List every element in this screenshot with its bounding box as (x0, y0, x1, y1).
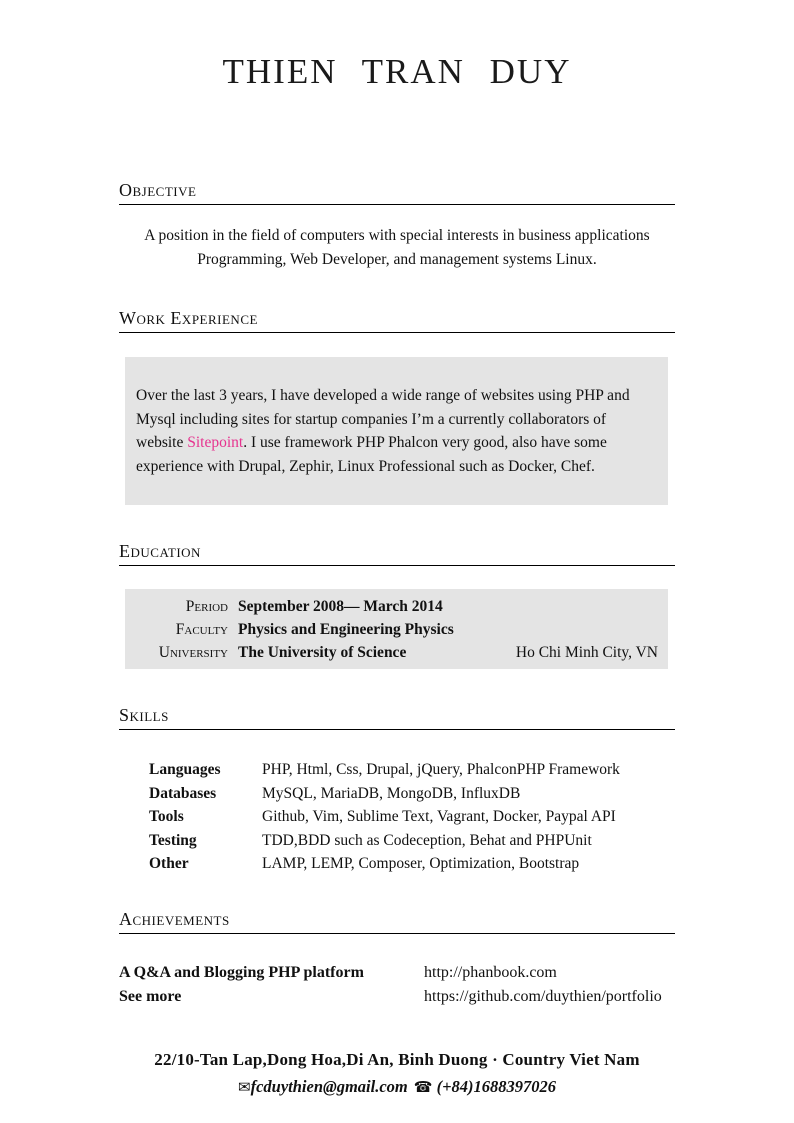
skills-table (149, 758, 675, 876)
skill-value: TDD,BDD such as Codeception, Behat and PHPUnit (262, 831, 592, 849)
skill-label: Tools (149, 808, 184, 825)
footer-phone: (+84)1688397026 (432, 1076, 556, 1096)
achievement-row-phanbook (119, 961, 675, 985)
footer-contact (119, 1077, 675, 1097)
education-row-faculty (136, 618, 658, 641)
phanbook-url-link[interactable]: http://phanbook.com (424, 963, 557, 981)
work-experience-box (125, 357, 668, 505)
skill-label: Languages (149, 761, 221, 778)
education-value: September 2008— March 2014 (238, 598, 443, 615)
achievement-label: See more (119, 987, 182, 1005)
skill-row-languages (149, 758, 675, 782)
skill-value: Github, Vim, Sublime Text, Vagrant, Docker, Paypal API (262, 808, 616, 825)
skill-row-databases (149, 782, 675, 806)
section-heading-education: Education (119, 541, 675, 566)
section-heading-objective: Objective (119, 180, 675, 205)
education-box (125, 589, 668, 669)
education-row-university (136, 641, 658, 664)
skill-row-tools (149, 805, 675, 829)
github-portfolio-url-link[interactable]: https://github.com/duythien/portfolio (424, 987, 662, 1005)
education-row-period (136, 595, 658, 618)
resume-content (119, 180, 675, 1097)
section-heading-achievements: Achievements (119, 909, 675, 934)
page-title: THIEN TRAN DUY (222, 52, 572, 91)
work-experience-text-after: . I use framework PHP Phalcon very good, also have some experience with Drupal, Zephir, Linux Professional such as Docker, Chef. (136, 434, 607, 475)
phone-icon: ☎ (413, 1077, 433, 1096)
section-heading-skills: Skills (119, 705, 675, 730)
section-heading-work-experience: Work Experience (119, 308, 675, 333)
education-label: Faculty (175, 621, 228, 638)
footer (119, 1050, 675, 1097)
skill-label: Testing (149, 831, 197, 849)
skill-value: PHP, Html, Css, Drupal, jQuery, PhalconPHP Framework (262, 761, 620, 778)
skill-value: LAMP, LEMP, Composer, Optimization, Bootstrap (262, 855, 580, 872)
education-label: Period (185, 598, 228, 615)
education-value: Physics and Engineering Physics (238, 621, 454, 638)
footer-address: 22/10-Tan Lap,Dong Hoa,Di An, Binh Duong · Country Viet Nam (154, 1049, 640, 1069)
skill-row-testing (149, 829, 675, 853)
education-label: University (158, 644, 228, 661)
education-location: Ho Chi Minh City, VN (515, 644, 658, 661)
objective-text: A position in the field of computers with special interests in business applications Programming, Web Developer, and management systems Linux. (144, 227, 650, 268)
sitepoint-link[interactable]: Sitepoint (187, 434, 244, 451)
skill-value: MySQL, MariaDB, MongoDB, InfluxDB (262, 784, 521, 802)
skill-label: Other (149, 855, 189, 872)
skill-row-other (149, 852, 675, 876)
footer-email: fcduythien@gmail.com (250, 1076, 408, 1096)
work-experience-text-before: Over the last 3 years, I have developed a wide range of websites using PHP and Mysql including sites for startup companies I’m a currently collaborators of website (136, 387, 630, 451)
achievement-row-see-more (119, 985, 675, 1009)
skill-label: Databases (149, 784, 217, 802)
envelope-icon: ✉ (238, 1077, 251, 1096)
achievements-table (119, 961, 675, 1009)
education-value: The University of Science (238, 644, 407, 661)
achievement-label: A Q&A and Blogging PHP platform (119, 963, 364, 981)
